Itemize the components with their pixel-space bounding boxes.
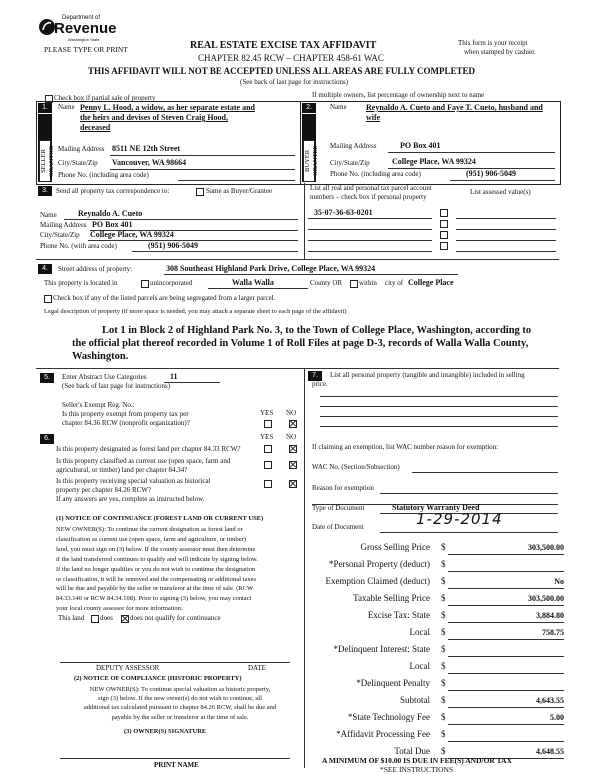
section-1-number: 1.: [38, 103, 52, 113]
abstract-use-value[interactable]: 11: [170, 372, 178, 381]
taxpayer-name[interactable]: Reynaldo A. Cueto: [78, 209, 143, 218]
owner-signature-label: (3) OWNER(S) SIGNATURE: [124, 728, 207, 735]
tax-row-value[interactable]: 4,643.55: [536, 696, 564, 705]
document-date-label: Date of Document: [312, 523, 364, 531]
parcel-number[interactable]: 35-07-36-63-0201: [314, 208, 373, 217]
n1-line: will be due and payable by the seller or transferor at the time of sale. (RCW: [56, 585, 254, 593]
n1-line: land, you must sign on (3) below. If the county assessor must then determine: [56, 545, 256, 553]
parcel-4-personal-checkbox[interactable]: [440, 242, 448, 250]
q1-line-2: chapter 84.36 RCW (nonprofit organization)?: [62, 419, 190, 427]
q4-no-checkbox[interactable]: [289, 480, 297, 488]
q4-line-2: property per chapter 84.26 RCW?: [56, 486, 152, 494]
tax-row-value[interactable]: 303,500.00: [528, 543, 564, 552]
n2-line: payable by the seller or transferor at the time of sale.: [111, 713, 249, 721]
logo-state: Washington State: [68, 37, 100, 42]
buyer-name-label: Name: [330, 103, 347, 111]
tax-row-value[interactable]: 758.75: [542, 628, 564, 637]
buyer-csz[interactable]: College Place, WA 99324: [392, 157, 476, 166]
tax-row-value[interactable]: No: [554, 577, 564, 586]
dollar-sign: $: [441, 559, 446, 569]
assessed-heading: List assessed value(s): [470, 188, 531, 196]
location-pre: This property is located in: [44, 279, 118, 287]
taxpayer-csz-label: City/State/Zip: [40, 231, 80, 239]
seller-mail[interactable]: 8511 NE 12th Street: [112, 144, 181, 153]
n1-line: 84.33.140 or RCW 84.34.108). Prior to signing (3) below, you may contact: [56, 595, 252, 603]
taxpayer-mail[interactable]: PO Box 401: [92, 220, 133, 229]
yes-header-2: YES: [260, 433, 274, 441]
deputy-assessor-label: DEPUTY ASSESSOR: [96, 664, 160, 672]
section-4-number: 4.: [38, 264, 52, 274]
city-of-label: city of: [385, 279, 404, 287]
wac-label: WAC No. (Section/Subsection): [312, 463, 400, 471]
seller-name-label: Name: [58, 103, 75, 111]
notice-2-body: [60, 685, 300, 722]
taxpayer-phone-label: Phone No. (with area code): [40, 242, 117, 250]
tax-row-label: Local: [409, 627, 430, 637]
parcel-2-personal-checkbox[interactable]: [440, 220, 448, 228]
q3-no-checkbox[interactable]: [289, 461, 297, 469]
legal-line-3: Washington.: [72, 351, 129, 362]
warning: THIS AFFIDAVIT WILL NOT BE ACCEPTED UNLESS ALL AREAS ARE FULLY COMPLETED: [88, 66, 476, 76]
section-3-number: 3.: [38, 186, 52, 196]
dollar-sign: $: [441, 678, 446, 688]
land-does-not-checkbox[interactable]: [121, 615, 129, 623]
n1-line: NEW OWNER(S): To continue the current designation as forest land or: [56, 526, 243, 533]
q2: Is this property designated as forest land per chapter 84.33 RCW?: [56, 445, 241, 453]
q2-yes-checkbox[interactable]: [264, 445, 272, 453]
segregated-label: Check box if any of the listed parcels are being segregated from a larger parcel.: [53, 294, 276, 302]
tax-row-label: *Delinquent Interest: State: [333, 644, 430, 654]
tax-row-value[interactable]: 3,884.80: [536, 611, 564, 620]
tax-row-label: *Affidavit Processing Fee: [336, 729, 430, 739]
same-as-buyer-checkbox[interactable]: [196, 188, 204, 196]
tax-row-label: *Delinquent Penalty: [356, 678, 430, 688]
parcel-heading-2: numbers – check box if personal property: [310, 193, 427, 201]
buyer-csz-label: City/State/Zip: [330, 159, 370, 167]
tax-row-value[interactable]: 5.00: [550, 713, 564, 722]
unincorporated-checkbox[interactable]: [141, 280, 149, 288]
tax-row-label: Exemption Claimed (deduct): [325, 576, 430, 586]
seller-csz-label: City/State/Zip: [58, 159, 98, 167]
tax-row-label: Subtotal: [399, 695, 430, 705]
form-chapter: CHAPTER 82.45 RCW – CHAPTER 458-61 WAC: [198, 53, 384, 63]
n1-line: or classification, it will be removed and the compensating or additional taxes: [56, 575, 256, 583]
print-name-label: PRINT NAME: [154, 761, 199, 769]
q4-line-1: Is this property receiving special valuation as historical: [56, 477, 211, 485]
yes-header-1: YES: [260, 409, 274, 417]
personal-property-label-1: List all personal property (tangible and intangible) included in selling: [330, 371, 525, 379]
section-7-number: 7.: [308, 371, 322, 381]
dollar-sign: $: [441, 729, 446, 739]
partial-sale-label: Check box if partial sale of property: [54, 94, 156, 102]
exempt-reg-label: Seller's Exempt Reg. No.:: [62, 401, 135, 409]
q2-no-checkbox[interactable]: [289, 445, 297, 453]
taxpayer-name-label: Name: [40, 211, 57, 219]
dollar-sign: $: [441, 627, 446, 637]
legal-description-label: Legal description of property (if more space is needed, you may attach a separate sheet to each page of the affidavit): [44, 308, 347, 315]
abstract-use-label: Enter Abstract Use Categories: [62, 373, 147, 381]
multiple-owners-label: If multiple owners, list percentage of ownership next to name: [312, 91, 485, 99]
n1-line: If the land no longer qualifies or you do not wish to continue the designation: [56, 565, 256, 573]
tax-row-label: Gross Selling Price: [360, 542, 430, 552]
logo-dept: Department of: [62, 15, 101, 21]
tax-row-value[interactable]: 4,648.55: [536, 747, 564, 756]
tax-row-label: Excise Tax: State: [367, 610, 430, 620]
seller-name-3: deceased: [80, 123, 111, 132]
section-5-number: 5.: [40, 373, 54, 383]
street-label: Street address of property:: [58, 265, 133, 273]
buyer-name-2: wife: [366, 113, 381, 122]
q1-no-checkbox[interactable]: [289, 420, 297, 428]
q5: If any answers are yes, complete as instructed below.: [56, 495, 205, 503]
taxpayer-heading: Send all property tax correspondence to:: [56, 187, 170, 195]
county-or-label: County OR: [310, 279, 343, 287]
exemption-claim-label: If claiming an exemption, list WAC number reason for exemption:: [312, 443, 499, 451]
dollar-sign: $: [441, 610, 446, 620]
within-label: within: [359, 279, 377, 287]
abstract-see-back: (See back of last page for instructions): [62, 382, 171, 390]
notice-1-title: (1) NOTICE OF CONTINUANCE (FOREST LAND OR CURRENT USE): [56, 515, 264, 522]
tax-row-value[interactable]: 303,500.00: [528, 594, 564, 603]
n2-line: sign (3) below. If the new owner(s) do not wish to continue, all: [98, 695, 262, 703]
document-type[interactable]: Statutory Warranty Deed: [392, 503, 480, 512]
n1-line: your local county assessor for more information.: [56, 605, 183, 613]
dollar-sign: $: [441, 644, 446, 654]
q3-yes-checkbox[interactable]: [264, 461, 272, 469]
within-city-checkbox[interactable]: [350, 280, 358, 288]
n1-line: if the land transferred continues to qualify and will indicate by signing below.: [56, 555, 258, 563]
tax-row-label: Taxable Selling Price: [353, 593, 430, 603]
logo-main: Revenue: [54, 20, 117, 37]
see-instructions: *SEE INSTRUCTIONS: [380, 765, 454, 774]
street-address[interactable]: 308 Southeast Highland Park Drive, College Place, WA 99324: [166, 264, 376, 273]
seller-mail-label: Mailing Address: [58, 145, 105, 153]
dollar-sign: $: [441, 746, 446, 756]
land-does-label: does: [100, 614, 113, 622]
county-value[interactable]: Walla Walla: [232, 278, 274, 287]
notice-1-body: [56, 525, 302, 614]
unincorporated-label: unincorporated: [150, 279, 193, 287]
receipt-note-1: This form is your receipt: [458, 39, 528, 47]
q3-line-2: agricultural, or timber) land per chapter 84.34?: [56, 466, 188, 474]
parcel-1-personal-checkbox[interactable]: [440, 209, 448, 217]
taxpayer-phone[interactable]: (951) 906-5049: [148, 241, 198, 250]
document-type-label: Type of Document: [312, 504, 365, 512]
buyer-phone[interactable]: (951) 906-5049: [466, 169, 516, 178]
n2-line: additional tax calculated pursuant to chapter 84.26 RCW, shall be due and: [83, 704, 277, 712]
land-does-checkbox[interactable]: [91, 615, 99, 623]
section-2-number: 2.: [302, 103, 316, 113]
tax-row-label: *State Technology Fee: [347, 712, 430, 722]
notice-2-title: (2) NOTICE OF COMPLIANCE (HISTORIC PROPERTY): [74, 675, 242, 682]
receipt-note-2: when stamped by cashier.: [464, 48, 536, 56]
this-land-label: This land: [58, 614, 85, 622]
logo: [38, 14, 117, 44]
n2-line: NEW OWNER(S): To continue special valuation as historic property,: [89, 686, 271, 693]
see-back: (See back of last page for instructions): [240, 78, 349, 86]
tax-row-label: Local: [409, 661, 430, 671]
dollar-sign: $: [441, 712, 446, 722]
dollar-sign: $: [441, 695, 446, 705]
parcel-heading-1: List all real and personal tax parcel account: [310, 184, 432, 192]
q1-yes-checkbox[interactable]: [264, 420, 272, 428]
seller-phone-label: Phone No. (including area code): [58, 171, 149, 179]
land-does-not-label: does not qualify for continuance: [130, 614, 221, 622]
parcel-3-personal-checkbox[interactable]: [440, 231, 448, 239]
n1-line: classification as current use (open space, farm and agriculture, or timber): [56, 535, 246, 543]
buyer-phone-label: Phone No. (including area code): [330, 170, 421, 178]
buyer-mail[interactable]: PO Box 401: [400, 141, 441, 150]
assessor-date-label: DATE: [248, 664, 266, 672]
form-title: REAL ESTATE EXCISE TAX AFFIDAVIT: [190, 40, 377, 51]
legal-line-1: Lot 1 in Block 2 of Highland Park No. 3, to the Town of College Place, Washington, according to: [102, 325, 532, 336]
type-or-print: PLEASE TYPE OR PRINT: [44, 45, 128, 54]
minimum-due-note: A MINIMUM OF $10.00 IS DUE IN FEE(S) AND/OR TAX: [322, 756, 512, 765]
seller-name-1: Penny L. Hood, a widow, as her separate estate and: [80, 103, 255, 112]
same-as-buyer-label: Same as Buyer/Grantee: [206, 187, 273, 195]
buyer-side-label: BUYER GRANTEE: [303, 140, 315, 182]
q4-yes-checkbox[interactable]: [264, 480, 272, 488]
document-date[interactable]: 1-29-2014: [416, 510, 503, 528]
dollar-sign: $: [441, 576, 446, 586]
dollar-sign: $: [441, 542, 446, 552]
q3-line-1: Is this property classified as current use (open space, farm and: [56, 457, 231, 465]
section-6-number: 6.: [40, 434, 54, 444]
segregated-checkbox[interactable]: [44, 295, 52, 303]
taxpayer-csz[interactable]: College Place, WA 99324: [90, 230, 174, 239]
tax-row-label: Total Due: [394, 746, 430, 756]
legal-line-2: the official plat thereof recorded in Volume 1 of Roll Files at page D-3, records of Walla Walla County,: [72, 338, 529, 349]
seller-csz[interactable]: Vancouver, WA 98664: [112, 158, 187, 167]
taxpayer-mail-label: Mailing Address: [40, 221, 87, 229]
buyer-name-1: Reynaldo A. Cueto and Faye T. Cueto, husband and: [366, 103, 543, 112]
dollar-sign: $: [441, 593, 446, 603]
tax-row-label: *Personal Property (deduct): [329, 559, 430, 569]
no-header-2: NO: [286, 433, 297, 441]
buyer-mail-label: Mailing Address: [330, 142, 377, 150]
city-value[interactable]: College Place: [408, 278, 454, 287]
dollar-sign: $: [441, 661, 446, 671]
personal-property-label-2: price.: [312, 380, 328, 388]
no-header-1: NO: [286, 409, 297, 417]
q1-line-1: Is this property exempt from property tax per: [62, 410, 189, 418]
reason-label: Reason for exemption: [312, 484, 374, 492]
seller-side-label: SELLER GRANTOR: [39, 140, 51, 182]
seller-name-2: the heirs and devises of Steven Craig Hood,: [80, 113, 228, 122]
